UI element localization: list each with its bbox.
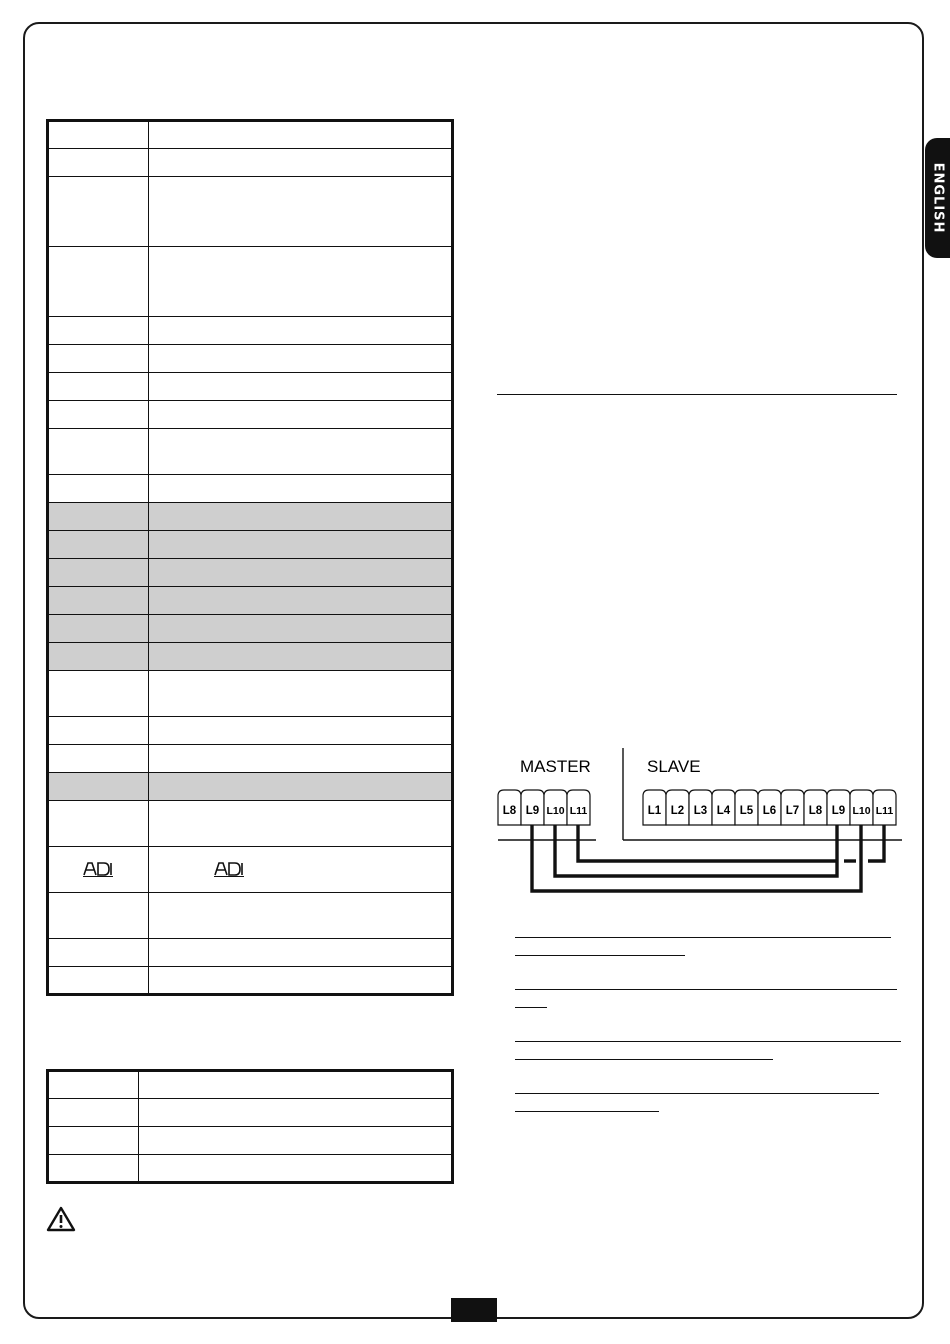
text-line — [515, 1093, 879, 1094]
master-terminal-l8 — [498, 790, 521, 825]
table-row-shaded — [48, 587, 453, 615]
table-row — [48, 1127, 453, 1155]
master-terminal-l10 — [544, 790, 567, 825]
table-row — [48, 847, 453, 893]
slave-terminal-l3 — [689, 790, 712, 825]
table-row — [48, 671, 453, 717]
table-row-shaded — [48, 559, 453, 587]
slave-terminal-l8 — [804, 790, 827, 825]
language-tab[interactable] — [925, 138, 950, 258]
text-line — [515, 955, 685, 956]
slave-terminal-block — [643, 790, 896, 825]
secondary-table — [46, 1069, 454, 1184]
table-row-shaded — [48, 643, 453, 671]
slave-terminal-label: L2 — [670, 805, 685, 817]
master-terminal-l11 — [567, 790, 590, 825]
wires — [532, 825, 884, 891]
slave-terminal-l11 — [873, 790, 896, 825]
warning-triangle-icon — [46, 1206, 76, 1232]
master-terminal-block — [498, 790, 590, 825]
master-label: MASTER — [520, 757, 591, 776]
wire-l11-a — [578, 825, 837, 861]
master-slave-wiring-diagram — [496, 745, 906, 900]
slave-terminal-label: L4 — [716, 805, 731, 817]
master-terminal-label: L11 — [569, 805, 588, 817]
table-row — [48, 373, 453, 401]
slave-terminal-label: L11 — [875, 805, 894, 817]
table-row — [48, 401, 453, 429]
table-row — [48, 177, 453, 247]
table-row — [48, 345, 453, 373]
table-row — [48, 717, 453, 745]
table-row-shaded — [48, 773, 453, 801]
text-line — [515, 1041, 901, 1042]
slave-terminal-l1 — [643, 790, 666, 825]
slave-terminal-l7 — [781, 790, 804, 825]
parameters-table — [46, 119, 454, 996]
slave-terminal-label: L8 — [808, 805, 823, 817]
master-terminal-label: L9 — [525, 805, 540, 817]
table-row — [48, 801, 453, 847]
table-row — [48, 967, 453, 995]
slave-terminal-label: L9 — [831, 805, 846, 817]
slave-terminal-label: L10 — [852, 805, 871, 817]
language-tab-label: ENGLISH — [930, 162, 945, 234]
page-number-tab — [451, 1298, 497, 1322]
text-line — [515, 1111, 659, 1112]
table-row-shaded — [48, 531, 453, 559]
section-divider — [497, 394, 897, 395]
slave-terminal-label: L7 — [785, 805, 800, 817]
master-terminal-l9 — [521, 790, 544, 825]
slave-terminal-l6 — [758, 790, 781, 825]
slave-terminal-l4 — [712, 790, 735, 825]
table-row — [48, 893, 453, 939]
wire-l11-b — [868, 825, 884, 861]
text-line — [515, 1007, 547, 1008]
slave-terminal-label: L1 — [647, 805, 662, 817]
table-row — [48, 1071, 453, 1099]
master-terminal-label: L8 — [502, 805, 517, 817]
master-terminal-label: L10 — [546, 805, 565, 817]
slave-terminal-label: L3 — [693, 805, 708, 817]
table-row — [48, 939, 453, 967]
slave-terminal-l9 — [827, 790, 850, 825]
text-line — [515, 1059, 773, 1060]
table-row — [48, 121, 453, 149]
table-row — [48, 475, 453, 503]
text-line — [515, 937, 891, 938]
slave-terminal-l10 — [850, 790, 873, 825]
wire-l9 — [532, 825, 861, 891]
table-row — [48, 1099, 453, 1127]
table-row-shaded — [48, 615, 453, 643]
table-row — [48, 247, 453, 317]
slave-terminal-l5 — [735, 790, 758, 825]
adi-logo-icon — [213, 861, 245, 877]
text-line — [515, 989, 897, 990]
adi-logo-icon — [82, 861, 114, 877]
table-row — [48, 745, 453, 773]
slave-terminal-l2 — [666, 790, 689, 825]
table-row — [48, 429, 453, 475]
table-row — [48, 1155, 453, 1183]
slave-terminal-label: L5 — [739, 805, 754, 817]
slave-terminal-label: L6 — [762, 805, 777, 817]
wire-l10 — [555, 825, 837, 876]
table-row-shaded — [48, 503, 453, 531]
slave-label: SLAVE — [647, 757, 701, 776]
table-row — [48, 149, 453, 177]
table-row — [48, 317, 453, 345]
